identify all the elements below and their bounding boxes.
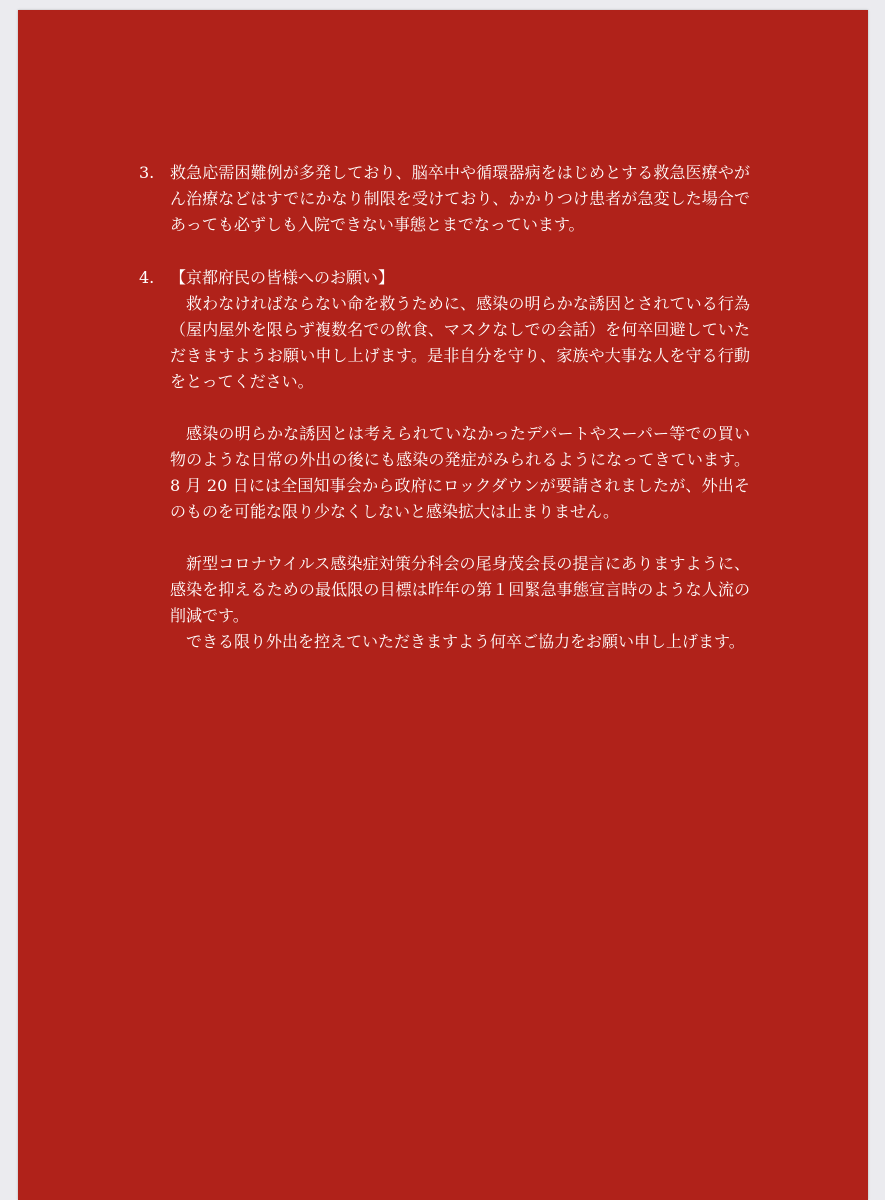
section-heading: 【京都府民の皆様へのお願い】 bbox=[170, 268, 395, 287]
paragraph: 新型コロナウイルス感染症対策分科会の尾身茂会長の提言にありますように、感染を抑えるための最低限の目標は昨年の第１回緊急事態宣言時のような人流の削減です。 bbox=[170, 554, 750, 625]
document-page bbox=[18, 10, 868, 1200]
list-number: 3. bbox=[139, 163, 155, 182]
paragraph: できる限り外出を控えていただきますよう何卒ご協力をお願い申し上げます。 bbox=[186, 632, 745, 651]
list-item-text bbox=[170, 265, 750, 655]
list-number: 4. bbox=[139, 268, 155, 287]
paragraph: 感染の明らかな誘因とは考えられていなかったデパートやスーパー等での買い物のような日常の外出の後にも感染の発症がみられるようになってきています。8 月 20 日には全国知事会から政府にロックダウンが要請されましたが、外出そのものを可能な限り少なくしないと感染拡大は止まりません。 bbox=[170, 424, 750, 521]
list-item-text bbox=[170, 160, 750, 238]
paragraph: 救わなければならない命を救うために、感染の明らかな誘因とされている行為（屋内屋外を限らず複数名での飲食、マスクなしでの会話）を何卒回避していただきますようお願い申し上げます。是非自分を守り、家族や大事な人を守る行動をとってください。 bbox=[170, 294, 750, 391]
paragraph: 救急応需困難例が多発しており、脳卒中や循環器病をはじめとする救急医療やがん治療などはすでにかなり制限を受けており、かかりつけ患者が急変した場合であっても必ずしも入院できない事態とまでなっています。 bbox=[170, 163, 750, 234]
